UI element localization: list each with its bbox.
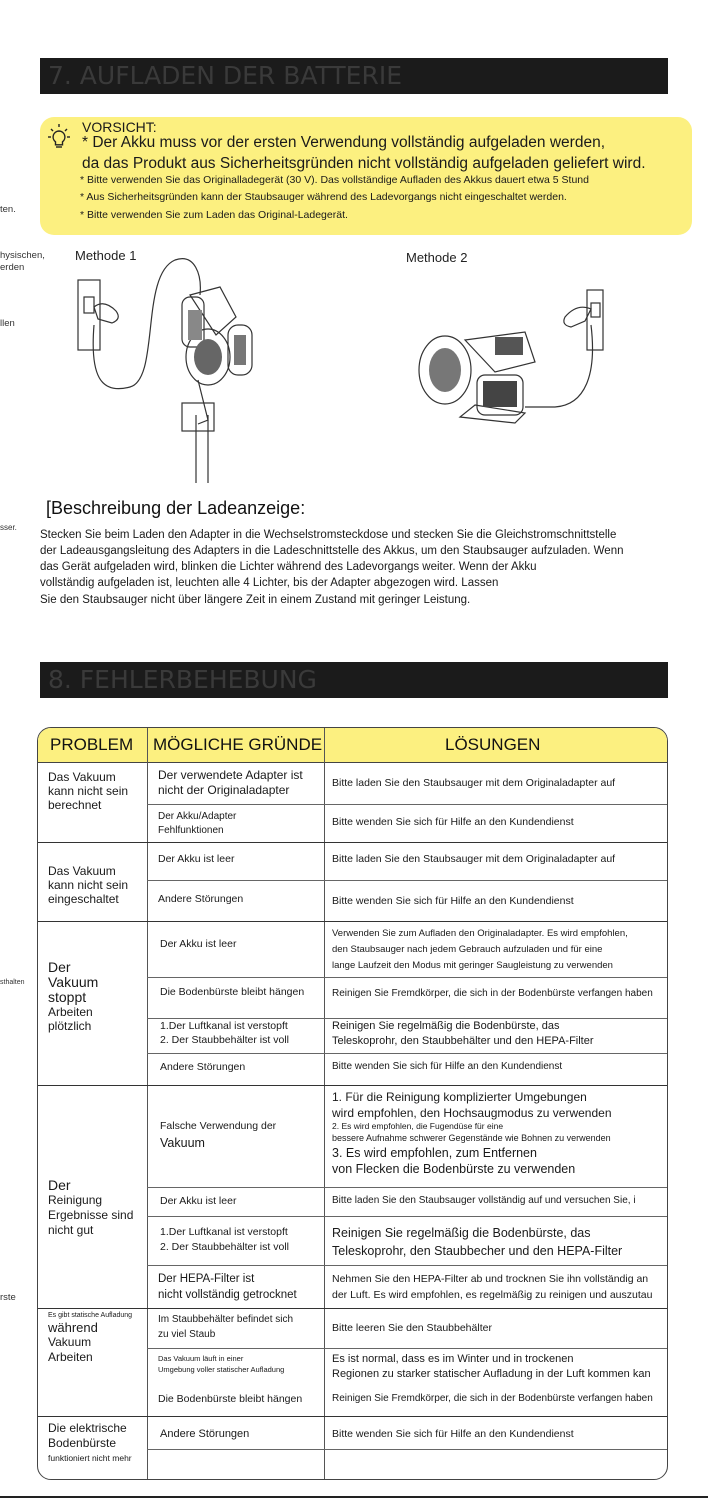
reason: 1.Der Luftkanal ist verstopft 2. Der Staubbehälter ist voll [160,1020,289,1046]
solution: Verwenden Sie zum Aufladen den Originaladapter. Es wird empfohlen, den Staubsauger nach jedem Gebrauch aufzuladen und für eine lange Laufzeit den Modus mit geringer Saugleistung zu verwenden [332,928,628,971]
caution-line: * Bitte verwenden Sie zum Laden das Original-Ladegerät. [80,209,348,221]
margin-text: rste [0,1292,16,1303]
reason: Im Staubbehälter befindet sich zu viel Staub [158,1314,294,1340]
problem-5: Es gibt statische Aufladung während Vakuum Arbeiten [48,1312,133,1364]
solution: Reinigen Sie Fremdkörper, die sich in der Bodenbürste verfangen haben [332,1393,653,1404]
solution: Bitte leeren Sie den Staubbehälter [332,1322,492,1334]
reason: Die Bodenbürste bleibt hängen [158,1393,303,1405]
description-line: Stecken Sie beim Laden den Adapter in die Wechselstromsteckdose und stecken Sie die Gleichstromschnittstelle [40,529,617,541]
problem-1: Das Vakuum kann nicht sein berechnet [48,770,129,812]
solution: Bitte laden Sie den Staubsauger mit dem Originaladapter auf [332,777,616,789]
reason: Die Bodenbürste bleibt hängen [160,986,305,998]
page-bottom-rule [0,1496,708,1498]
header-reasons: MÖGLICHE GRÜNDE [153,735,323,754]
reason: 1.Der Luftkanal ist verstopft 2. Der Staubbehälter ist voll [160,1226,289,1253]
reason: Der Akku/Adapter Fehlfunktionen [158,811,237,836]
reason: Das Vakuum läuft in einer Umgebung voller statischer Aufladung [158,1354,285,1374]
solution: Bitte wenden Sie sich für Hilfe an den Kundendienst [332,816,574,828]
reason: Andere Störungen [160,1428,250,1440]
description-line: der Ladeausgangsleitung des Adapters in die Ladeschnittstelle des Akkus, um den Staubsauger aufzuladen. Wenn [40,545,624,557]
reason: Andere Störungen [160,1061,246,1073]
description-line: das Gerät aufgeladen wird, blinken die Lichter während des Ladevorgangs weiter. Wenn der Akku [40,561,537,573]
method-2-label: Methode 2 [406,250,468,265]
solution: 1. Für die Reinigung komplizierter Umgebungen wird empfohlen, den Hochsaugmodus zu verwenden 2. Es wird empfohlen, die Fugendüse für eine bessere Aufnahme schwerer Gegenstände wie Bohnen zu verwenden 3. Es wird empfohlen, zum Entfernen von Flecken die Bodenbürste zu verwenden [332,1090,612,1176]
problem-6: Die elektrische Bodenbürste funktioniert nicht mehr [48,1421,132,1463]
solution: Bitte wenden Sie sich für Hilfe an den Kundendienst [332,1061,563,1072]
solution: Reinigen Sie Fremdkörper, die sich in der Bodenbürste verfangen haben [332,988,653,999]
problem-3: Der Vakuum stoppt Arbeiten plötzlich [48,959,99,1033]
solution: Bitte wenden Sie sich für Hilfe an den Kundendienst [332,895,574,907]
caution-line: * Der Akku muss vor der ersten Verwendung vollständig aufgeladen werden, [82,134,605,151]
reason: Der Akku ist leer [160,938,237,950]
solution: Reinigen Sie regelmäßig die Bodenbürste, das Teleskoprohr, den Staubbehälter und den HEPA-Filter [332,1020,594,1047]
section-8-title: 8. FEHLERBEHEBUNG [48,665,317,694]
reason: Der Akku ist leer [158,853,235,865]
margin-text: sser. [0,523,17,532]
section-7-title: 7. AUFLADEN DER BATTERIE [48,61,402,90]
solution: Es ist normal, dass es im Winter und in trockenen Regionen zu starker statischer Aufladung in der Luft kommen kan [332,1353,651,1380]
margin-text: erden [0,262,25,273]
solution: Reinigen Sie regelmäßig die Bodenbürste, das Teleskoprohr, den Staubbecher und den HEPA-Filter [332,1226,623,1258]
method-1-label: Methode 1 [75,248,137,263]
margin-text: llen [0,318,15,329]
header-problem: PROBLEM [50,735,134,754]
table-header [38,728,667,763]
margin-text: sthalten [0,979,25,986]
caution-box [40,117,692,235]
charging-method-1-illustration [70,255,330,485]
problem-2: Das Vakuum kann nicht sein eingeschaltet [48,864,129,906]
description-line: Sie den Staubsauger nicht über längere Zeit in einem Zustand mit geringer Leistung. [40,594,471,606]
solution: Bitte laden Sie den Staubsauger vollständig auf und versuchen Sie, i [332,1195,636,1206]
caution-line: * Bitte verwenden Sie das Originalladegerät (30 V). Das vollständige Aufladen des Akkus dauert etwa 5 Stund [80,174,589,186]
reason: Der verwendete Adapter ist nicht der Originaladapter [158,768,303,797]
solution: Bitte wenden Sie sich für Hilfe an den Kundendienst [332,1428,574,1440]
caution-label: VORSICHT: [82,119,157,135]
charging-method-2-illustration [405,285,615,435]
troubleshooting-table [37,727,668,1480]
reason: Der Akku ist leer [160,1195,237,1207]
problem-4: Der Reinigung Ergebnisse sind nicht gut [48,1177,134,1237]
section-8-header [40,662,668,698]
header-solutions: LÖSUNGEN [445,735,541,754]
reason: Andere Störungen [158,893,244,905]
lightbulb-icon [44,122,74,152]
solution: Nehmen Sie den HEPA-Filter ab und trocknen Sie ihn vollständig an der Luft. Es wird empfohlen, es regelmäßig zu reinigen und auszutau [332,1273,653,1301]
margin-text: hysischen, [0,250,45,261]
reason: Der HEPA-Filter ist nicht vollständig getrocknet [158,1273,297,1301]
caution-line: da das Produkt aus Sicherheitsgründen nicht vollständig aufgeladen geliefert wird. [82,155,646,172]
caution-line: * Aus Sicherheitsgründen kann der Staubsauger während des Ladevorgangs nicht eingeschaltet werden. [80,191,567,203]
solution: Bitte laden Sie den Staubsauger mit dem Originaladapter auf [332,853,616,865]
reason: Falsche Verwendung der Vakuum [160,1120,277,1150]
margin-text: ten. [0,204,16,215]
section-7-header [40,58,668,94]
description-line: vollständig aufgeladen ist, leuchten alle 4 Lichter, bis der Adapter abgezogen wird. Lassen [40,577,499,589]
charge-indicator-title: [Beschreibung der Ladeanzeige: [46,498,306,518]
